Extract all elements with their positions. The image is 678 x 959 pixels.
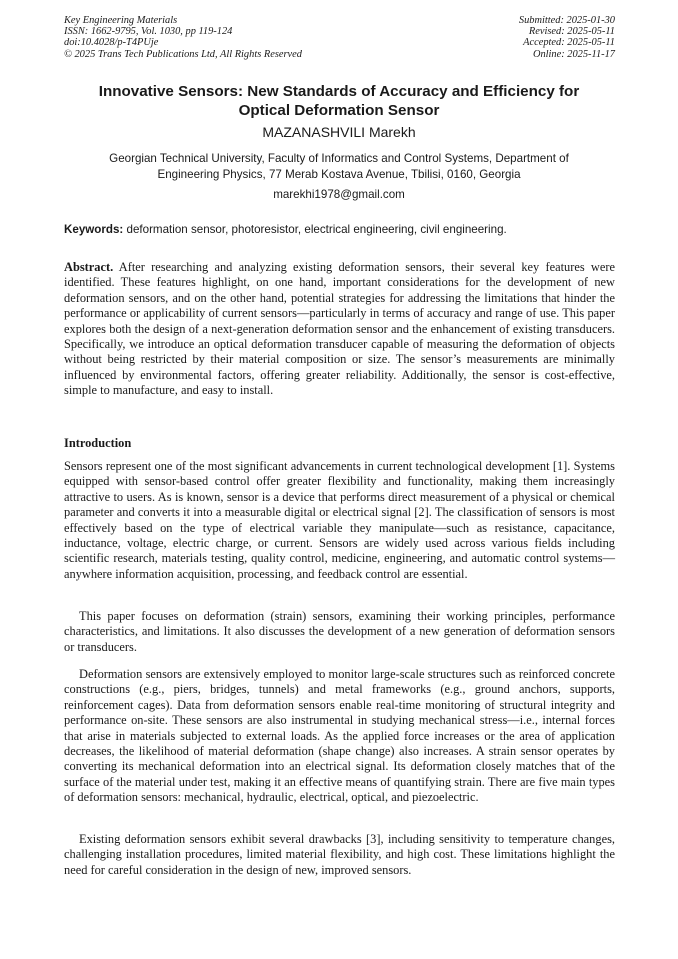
- intro-paragraph-4: Existing deformation sensors exhibit several drawbacks [3], including sensitivity to temperature changes, challenging installation procedures, limited material flexibility, and high cost. These limitations highlight the need for careful consideration in the design of new, improved sensors.: [64, 832, 615, 877]
- keywords-text: deformation sensor, photoresistor, electrical engineering, civil engineering.: [123, 223, 507, 236]
- copyright-notice: © 2025 Trans Tech Publications Ltd, All Rights Reserved: [64, 48, 302, 60]
- affiliation-line-1: Georgian Technical University, Faculty of Informatics and Control Systems, Department of: [109, 152, 569, 165]
- section-heading-introduction: Introduction: [64, 436, 132, 450]
- accepted-date: Accepted: 2025-05-11: [523, 37, 615, 49]
- title-line-2: Optical Deformation Sensor: [238, 102, 440, 119]
- abstract: [64, 260, 615, 399]
- online-date: Online: 2025-11-17: [532, 48, 615, 60]
- abstract-label: Abstract.: [64, 260, 114, 274]
- title-line-1: Innovative Sensors: New Standards of Accuracy and Efficiency for: [98, 83, 580, 100]
- keywords: [64, 222, 615, 237]
- abstract-text: After researching and analyzing existing deformation sensors, their several key features were identified. These features highlight, on one hand, important considerations for the development of new deformation sensors, and on the other hand, potential strategies for addressing the limitations that hinder the performance or applicability of current sensors—particularly in terms of accuracy and range of use. This paper explores both the design of a next-generation deformation sensor and the enhancement of existing transducers. Specifically, we introduce an optical deformation transducer capable of measuring the deformation of objects without being restricted by their material composition or size. The sensor’s measurements are minimally influenced by environmental factors, offering greater reliability. Additionally, the sensor is cost-effective, simple to manufacture, and easy to install.: [64, 260, 615, 398]
- publication-info: [64, 15, 302, 60]
- author-email: marekhi1978@gmail.com: [273, 188, 405, 201]
- issn-volume: ISSN: 1662-9795, Vol. 1030, pp 119-124: [64, 26, 233, 38]
- author-affiliation: [70, 151, 608, 183]
- keywords-label: Keywords:: [64, 223, 124, 236]
- author-name: MAZANASHVILI Marekh: [262, 124, 416, 140]
- publication-dates: [519, 15, 615, 60]
- intro-paragraph-3: Deformation sensors are extensively employed to monitor large-scale structures such as reinforced concrete constructions (e.g., piers, bridges, tunnels) and metal frameworks (e.g., ground anchors, supports, reinforcement cages). Data from deformation sensors enable real-time monitoring of structural integrity and performance on-site. These sensors are also instrumental in studying mechanical stress—i.e., internal forces that arise in materials subjected to external loads. As the applied force increases or the area of application decreases, the likelihood of material deformation (shape change) also increases. A strain sensor operates by converting its mechanical deformation into an electrical signal. Its deformation closely matches that of the surface of the material under test, making it an effective means of quantifying strain. There are five main types of deformation sensors: mechanical, hydraulic, electrical, optical, and piezoelectric.: [64, 667, 615, 805]
- intro-paragraph-2: This paper focuses on deformation (strain) sensors, examining their working principles, performance characteristics, and limitations. It also discusses the development of a new generation of deformation sensors or transducers.: [64, 609, 615, 654]
- intro-paragraph-1: Sensors represent one of the most significant advancements in current technological development [1]. Systems equipped with sensor-based control offer greater flexibility and functionality, making them increasingly attractive to users. As is known, sensor is a device that performs direct measurement of a physical or chemical parameter and converts it into a measurable digital or electrical signal [2]. The classification of sensors is most effectively based on the type of electrical variable they manipulate—such as resistance, capacitance, inductance, voltage, electric charge, or current. Sensors are widely used across various fields including scientific research, materials testing, quality control, medicine, engineering, and automatic control systems—anywhere information acquisition, processing, and feedback control are essential.: [64, 459, 615, 581]
- journal-name: Key Engineering Materials: [64, 15, 178, 26]
- affiliation-line-2: Engineering Physics, 77 Merab Kostava Avenue, Tbilisi, 0160, Georgia: [157, 168, 521, 181]
- doi: doi:10.4028/p-T4PUje: [64, 37, 159, 49]
- revised-date: Revised: 2025-05-11: [528, 26, 615, 38]
- submitted-date: Submitted: 2025-01-30: [518, 15, 615, 26]
- paper-title: [40, 82, 638, 120]
